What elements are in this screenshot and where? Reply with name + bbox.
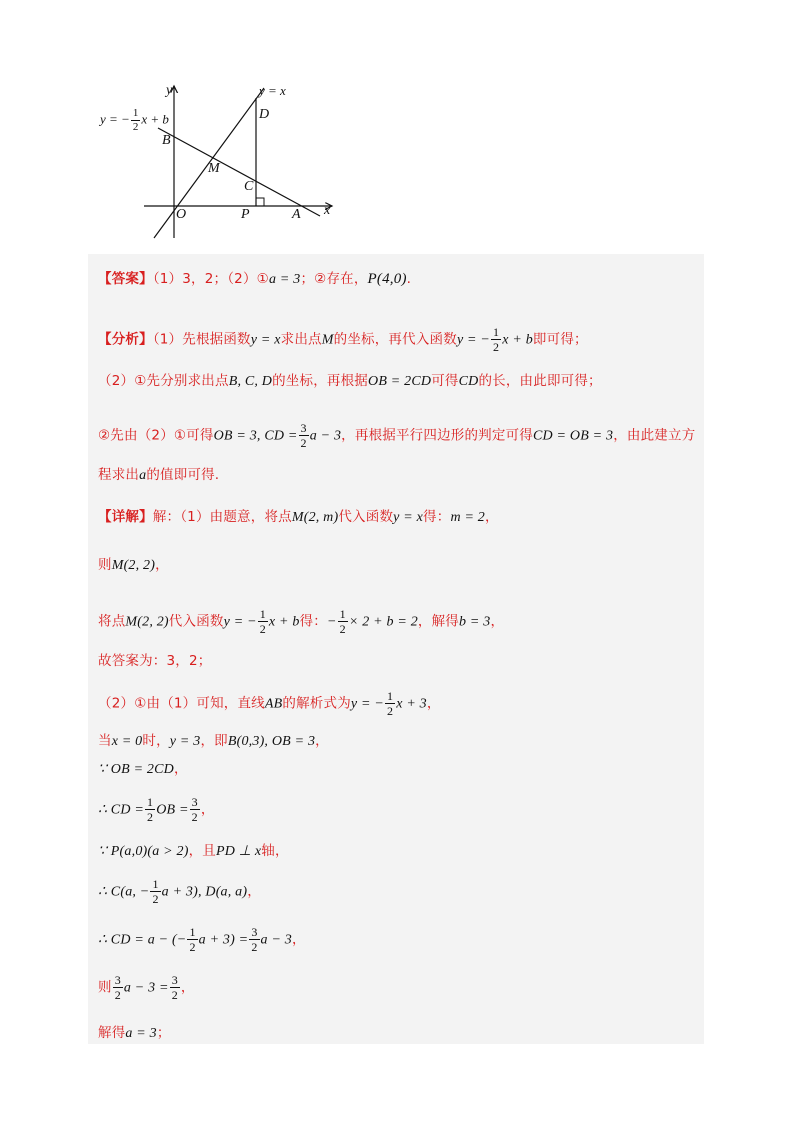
detail-line-8: ∴ CD = $\frac{1}{2}$ OB = $\frac{3}{2}$ ， [98,795,215,824]
point-b-label: B [162,133,171,148]
detail-line-5: （2）①由（1）可知，直线AB的解析式为y = − $\frac{1}{2}$ x + 3， [98,689,441,718]
line-ab [158,128,320,216]
analysis-line-2: （2）①先分别求出点B, C, D的坐标，再根据OB = 2CD可得CD的长，由此即可得； [98,373,602,389]
point-a-label: A [292,207,301,222]
point-p-label: P [241,207,250,222]
analysis-line-3: ②先由（2）①可得OB = 3, CD = $\frac{3}{2}$ a − 3，再根据平行四边形的判定可得CD = OB = 3，由此建立方 [98,421,696,450]
line-ab-label: y = − $\frac{1}{2}$ x + b [100,107,169,133]
line-yx-label: y = x [259,83,286,98]
detail-line-9: ∵ P(a,0)(a > 2)，且PD ⊥ x轴， [98,843,289,859]
detail-line-2: 则M(2, 2)， [98,557,169,573]
detail-line-7: ∵ OB = 2CD， [98,761,188,777]
analysis-line-4: 程求出a的值即可得. [98,467,220,483]
detail-line-1: 【详解】解：（1）由题意，将点M(2, m)代入函数y = x得：m = 2， [98,509,499,525]
coordinate-figure [96,78,346,244]
detail-line-6: 当x = 0时，y = 3，即B(0,3), OB = 3， [98,733,329,749]
detail-line-11: ∴ CD = a − (− $\frac{1}{2}$ a + 3) = $\frac{3}{2}$ a − 3， [98,925,306,954]
detail-line-12: 则 $\frac{3}{2}$ a − 3 = $\frac{3}{2}$ ， [98,973,195,1002]
point-o-label: O [176,207,187,222]
right-angle-mark [256,198,264,206]
point-m-label: M [208,161,220,176]
detail-line-3: 将点M(2, 2)代入函数y = − $\frac{1}{2}$ x + b得：− $\frac{1}{2}$ × 2 + b = 2，解得b = 3， [98,607,505,636]
detail-line-13: 解得a = 3； [98,1025,171,1041]
detail-line-10: ∴ C(a, − $\frac{1}{2}$ a + 3), D(a, a)， [98,877,261,906]
figure-graph [96,78,346,244]
point-c-label: C [244,179,254,194]
point-d-label: D [259,107,270,122]
answer-line: 【答案】（1）3，2；（2）①a = 3；②存在，P(4,0). [98,271,412,287]
detail-line-4: 故答案为：3，2； [98,653,212,669]
y-axis-label: y [166,83,173,98]
analysis-line-1: 【分析】（1）先根据函数y = x求出点M的坐标，再代入函数y = − $\frac{1}{2}$ x + b即可得； [98,325,588,354]
x-axis-label: x [324,203,331,218]
